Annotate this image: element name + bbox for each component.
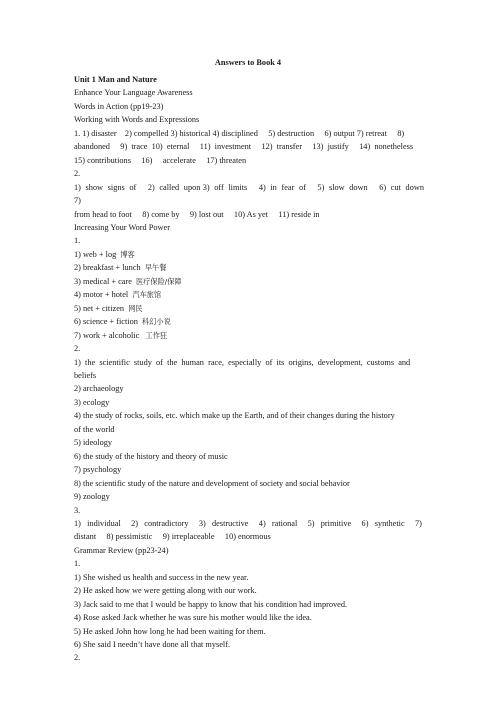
answer-cn: 科幻小说	[142, 317, 171, 327]
answer-line: 6) the study of the history and theory of music	[74, 451, 228, 461]
answer-line: 3) Jack said to me that I would be happy to know that his condition had improved.	[74, 599, 348, 609]
answer-line	[74, 261, 424, 274]
exercise-number: 2.	[74, 653, 81, 663]
answer-en: 4) motor + hotel	[74, 290, 133, 300]
answer-line	[74, 275, 424, 288]
exercise-number: 2.	[74, 169, 81, 179]
exercise-number: 3.	[74, 505, 81, 515]
document-body	[74, 73, 435, 665]
answer-line: 2) archaeology	[74, 384, 124, 394]
answer-en: 2) breakfast + lunch	[74, 263, 145, 273]
answer-line: 6) She said I needn’t have done all that myself.	[74, 640, 231, 650]
document-title: Answers to Book 4	[214, 58, 282, 67]
answer-en: 5) net + citizen	[74, 303, 129, 313]
answer-line: 7) psychology	[74, 465, 122, 475]
answer-cn: 工作狂	[145, 330, 168, 340]
answer-line	[74, 302, 424, 315]
answer-line: distant 8) pessimistic 9) irreplaceable 10) enormous	[74, 532, 271, 542]
answer-line: 5) ideology	[74, 438, 113, 448]
answer-en: 1) web + log	[74, 249, 121, 259]
answer-en: 6) science + fiction	[74, 317, 143, 327]
answer-line	[74, 315, 424, 328]
answer-line	[74, 288, 424, 301]
answer-line: 5) He asked John how long he had been waiting for them.	[74, 626, 266, 636]
answer-line: 8) the scientific study of the nature and development of society and social behavior	[74, 478, 350, 488]
answer-line: of the world	[74, 424, 115, 434]
answer-line: 3) ecology	[74, 397, 110, 407]
answer-line: abandoned 9) trace 10) eternal 11) investment 12) transfer 13) justify 14) nonetheless	[74, 142, 414, 152]
section-heading-word-power: Increasing Your Word Power	[74, 222, 170, 232]
answer-cn: 早午餐	[144, 263, 167, 273]
unit-heading: Unit 1 Man and Nature	[74, 75, 157, 84]
section-heading-words-in-action: Words in Action (pp19-23)	[74, 101, 164, 111]
section-heading-grammar: Grammar Review (pp23-24)	[74, 545, 169, 555]
answer-line: 1) individual 2) contradictory 3) destructive 4) rational 5) primitive 6) synthetic 7)	[74, 518, 422, 528]
answer-line: beliefs	[74, 370, 97, 380]
answer-line: 1) She wished us health and success in the new year.	[74, 572, 249, 582]
answer-line: 1) show signs of 2) called upon 3) off limits 4) in fear of 5) slow down 6) cut down 7)	[74, 182, 435, 206]
answer-cn: 网民	[128, 303, 143, 313]
section-heading-working: Working with Words and Expressions	[74, 115, 200, 125]
answer-cn: 汽车旅馆	[132, 290, 162, 300]
answer-line: 4) the study of rocks, soils, etc. which make up the Earth, and of their changes during the history	[74, 411, 395, 421]
answer-cn: 博客	[120, 249, 135, 259]
answer-line: 1) the scientific study of the human race, especially of its origins, development, customs and	[74, 357, 411, 367]
exercise-number: 2.	[74, 344, 81, 354]
answer-en: 3) medical + care	[74, 276, 137, 286]
answer-line: 1. 1) disaster 2) compelled 3) historical 4) disciplined 5) destruction 6) output 7) retreat 8)	[74, 128, 405, 138]
answer-line: 9) zoology	[74, 492, 110, 502]
answer-line	[74, 329, 424, 342]
exercise-number: 1.	[74, 559, 81, 569]
section-heading-enhance: Enhance Your Language Awareness	[74, 88, 193, 98]
exercise-number: 1.	[74, 236, 81, 246]
answer-line: 2) He asked how we were getting along with our work.	[74, 586, 257, 596]
answer-line	[74, 248, 424, 261]
answer-line: from head to foot 8) come by 9) lost out 10) As yet 11) reside in	[74, 209, 320, 219]
answer-en: 7) work + alcoholic	[74, 330, 146, 340]
answer-line: 15) contributions 16) accelerate 17) threaten	[74, 155, 247, 165]
answer-cn: 医疗保险/保障	[136, 276, 182, 286]
answer-line: 4) Rose asked Jack whether he was sure his mother would like the idea.	[74, 613, 312, 623]
